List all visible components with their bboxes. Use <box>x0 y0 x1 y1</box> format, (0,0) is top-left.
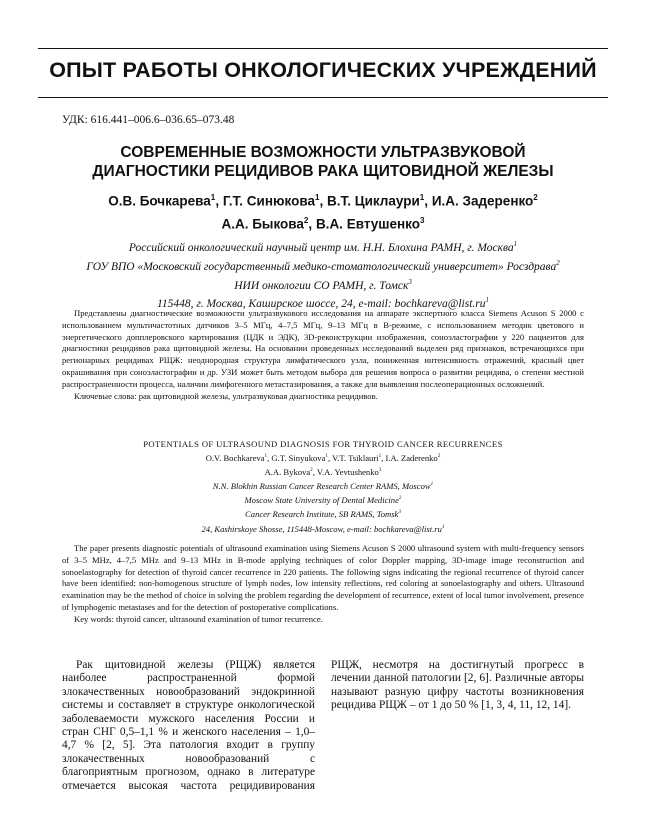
author-name: В.А. Евтушенко <box>315 216 421 231</box>
author-sup: 2 <box>303 215 309 225</box>
english-affiliation <box>62 478 584 492</box>
header-rule-top <box>38 48 608 49</box>
author-name: V.T. Tsiklauri <box>332 453 379 464</box>
author-sup: 1 <box>264 453 268 460</box>
author-name: G.T. Sinyukova <box>271 453 326 464</box>
author-sep: , <box>308 216 316 231</box>
affiliation <box>30 256 616 275</box>
author-name: Г.Т. Синюкова <box>222 193 315 209</box>
english-authors-line2 <box>62 464 584 478</box>
author-sep: , <box>327 453 333 464</box>
english-authors-line1 <box>62 450 584 464</box>
authors <box>30 188 616 233</box>
author-sep: , <box>312 467 317 478</box>
author-sup: 2 <box>437 453 441 460</box>
author-name: V.A. Yevtushenko <box>316 467 379 478</box>
author-name: A.A. Bykova <box>264 467 311 478</box>
abstract-en <box>62 543 584 626</box>
udk-code: УДК: 616.441–006.6–036.65–073.48 <box>62 114 235 126</box>
section-title: ОПЫТ РАБОТЫ ОНКОЛОГИЧЕСКИХ УЧРЕЖДЕНИЙ <box>49 58 597 82</box>
affiliation-sup: 3 <box>408 278 412 286</box>
body-paragraph: Рак щитовидной железы (РЩЖ) является наиболее распространенной формой злокачественных новообразований эндокринной системы и составляет в структуре онкологической заболеваемости мужского населения России и стран СНГ 0,5–1,1 % и женского населения – 1,0–4,7 % [2, 5]. Эта патология входит в группу злокачественных новообразований с благоприятным прогнозом, однако в литературе отмечается высокая частота рецидивирования РЩЖ, несмотря на достигнутый прогресс в лечении данной патологии [2, 6]. Различные авторы называют разную цифру частоты возникновения рецидива РЩЖ – от 1 до 50 % [1, 3, 4, 11, 12, 14]. <box>62 659 584 792</box>
author-sup: 1 <box>210 193 216 202</box>
article-title-line1: СОВРЕМЕННЫЕ ВОЗМОЖНОСТИ УЛЬТРАЗВУКОВОЙ <box>120 144 526 161</box>
author-name: И.А. Задеренко <box>431 193 534 209</box>
affiliation-text: ГОУ ВПО «Московский государственный медико-стоматологический университет» Росздрава <box>86 260 557 273</box>
affiliation-text: Moscow State University of Dental Medicine <box>244 495 399 506</box>
author-sup: 1 <box>419 193 425 202</box>
author-sep: , <box>381 453 386 464</box>
keywords-en: Key words: thyroid cancer, ultrasound examination of tumor recurrence. <box>74 613 323 624</box>
author-sup: 1 <box>314 193 320 202</box>
affiliation <box>30 275 616 294</box>
authors-line2 <box>30 211 616 234</box>
keywords-ru: Ключевые слова: рак щитовидной железы, ультразвуковая диагностика рецидивов. <box>74 390 378 401</box>
affiliation-sup: 1 <box>441 523 445 530</box>
affiliation-sup: 1 <box>430 481 434 488</box>
author-sep: , <box>267 453 272 464</box>
affiliation-text: N.N. Blokhin Russian Cancer Research Center RAMS, Moscow <box>212 481 431 492</box>
article-title-line2: ДИАГНОСТИКИ РЕЦИДИВОВ РАКА ЩИТОВИДНОЙ ЖЕЛЕЗЫ <box>92 163 554 180</box>
author-sep: , <box>215 193 223 209</box>
header-rule-bottom <box>38 97 608 98</box>
english-affiliation <box>62 521 584 535</box>
author-name: В.Т. Циклаури <box>327 193 420 209</box>
affiliations <box>30 237 616 312</box>
article-title <box>30 143 616 181</box>
abstract-ru-text: Представлены диагностические возможности ультразвукового исследования на аппарате экспертного класса Siemens Acuson S 2000 с использованием мультичастотных датчиков 3–5 МГц, 4–7,5 МГц, 9–13 МГц в В-режиме, с использованием методик цветового и энергетического допплеровского картирования (ЦДК и ЭДК), 3D-реконструкции изображения, соноэластографии у 220 пациентов для диагностики рецидивов рака щитовидной железы. На основании проведенных исследований выделен ряд признаков, встречающихся при регионарных рецидивах РЩЖ: неоднородная структура лимфатического узла, пониженная интенсивность отражений, красный цвет окрашивания при соноэластографии и др. УЗИ может быть методом выбора для решения вопроса о развитии рецидива, о степени местной распространенности процесса, наличии лимфогенного метастазирования, а также для выявления послеоперационных осложнений. <box>62 308 584 389</box>
english-affiliation <box>62 506 584 520</box>
english-affiliation <box>62 492 584 506</box>
affiliation-text: 24, Kashirskoye Shosse, 115448-Moscow, e-mail: bochkareva@list.ru <box>201 523 442 534</box>
affiliation <box>30 237 616 256</box>
author-sup: 2 <box>533 193 538 202</box>
english-header <box>62 438 584 535</box>
author-name: О.В. Бочкарева <box>108 193 211 209</box>
body-text <box>62 659 584 794</box>
author-name: I.A. Zaderenko <box>385 453 438 464</box>
authors-line1 <box>30 188 616 211</box>
abstract-en-text: The paper presents diagnostic potentials of ultrasound examination using Siemens Acuson S 2000 ultrasound system with multi-frequency sensors of 3–5 MHz, 4–7,5 MHz and 9–13 MHz in B-mode applying techniques of color Doppler mapping, 3D-image image reconstruction and sonoelastography for detection of thyroid cancer recurrence in 220 patients. The following signs indicating the regional recurrence of thyroid cancer have been identified: non-homogenous structure of lymph nodes, low intensity reflections, red coloring at sonoelastography and others. Ultrasound examination may be the method of choice in solving the problem regarding the development of recurrence, extent of local tumor involvement, presence of lymphogenic metastases and for the detection of postoperative complications. <box>62 543 584 612</box>
author-sep: , <box>424 193 432 209</box>
affiliation-sup: 2 <box>398 495 402 502</box>
affiliation-sup: 1 <box>513 241 518 248</box>
author-sup: 1 <box>325 453 328 460</box>
author-name: А.А. Быкова <box>221 216 304 231</box>
affiliation-text: Cancer Research Institute, SB RAMS, Tomsk <box>245 509 399 520</box>
author-sup: 1 <box>378 453 382 460</box>
author-name: O.V. Bochkareva <box>205 453 265 464</box>
affiliation-sup: 3 <box>398 509 401 516</box>
affiliation-text: НИИ онкологии СО РАМН, г. Томск <box>234 279 409 292</box>
english-title: POTENTIALS OF ULTRASOUND DIAGNOSIS FOR THYROID CANCER RECURRENCES <box>143 439 503 449</box>
author-sup: 2 <box>310 467 313 474</box>
author-sup: 3 <box>378 467 382 474</box>
author-sep: , <box>319 193 327 209</box>
affiliation-text: Российский онкологический научный центр им. Н.Н. Блохина РАМН, г. Москва <box>128 241 514 254</box>
abstract-ru <box>62 308 584 402</box>
author-sup: 3 <box>420 215 425 225</box>
affiliation-text: 115448, г. Москва, Каширское шоссе, 24, e-mail: bochkareva@list.ru <box>157 298 486 311</box>
affiliation-sup: 2 <box>556 259 560 267</box>
affiliation-sup: 1 <box>485 297 489 305</box>
